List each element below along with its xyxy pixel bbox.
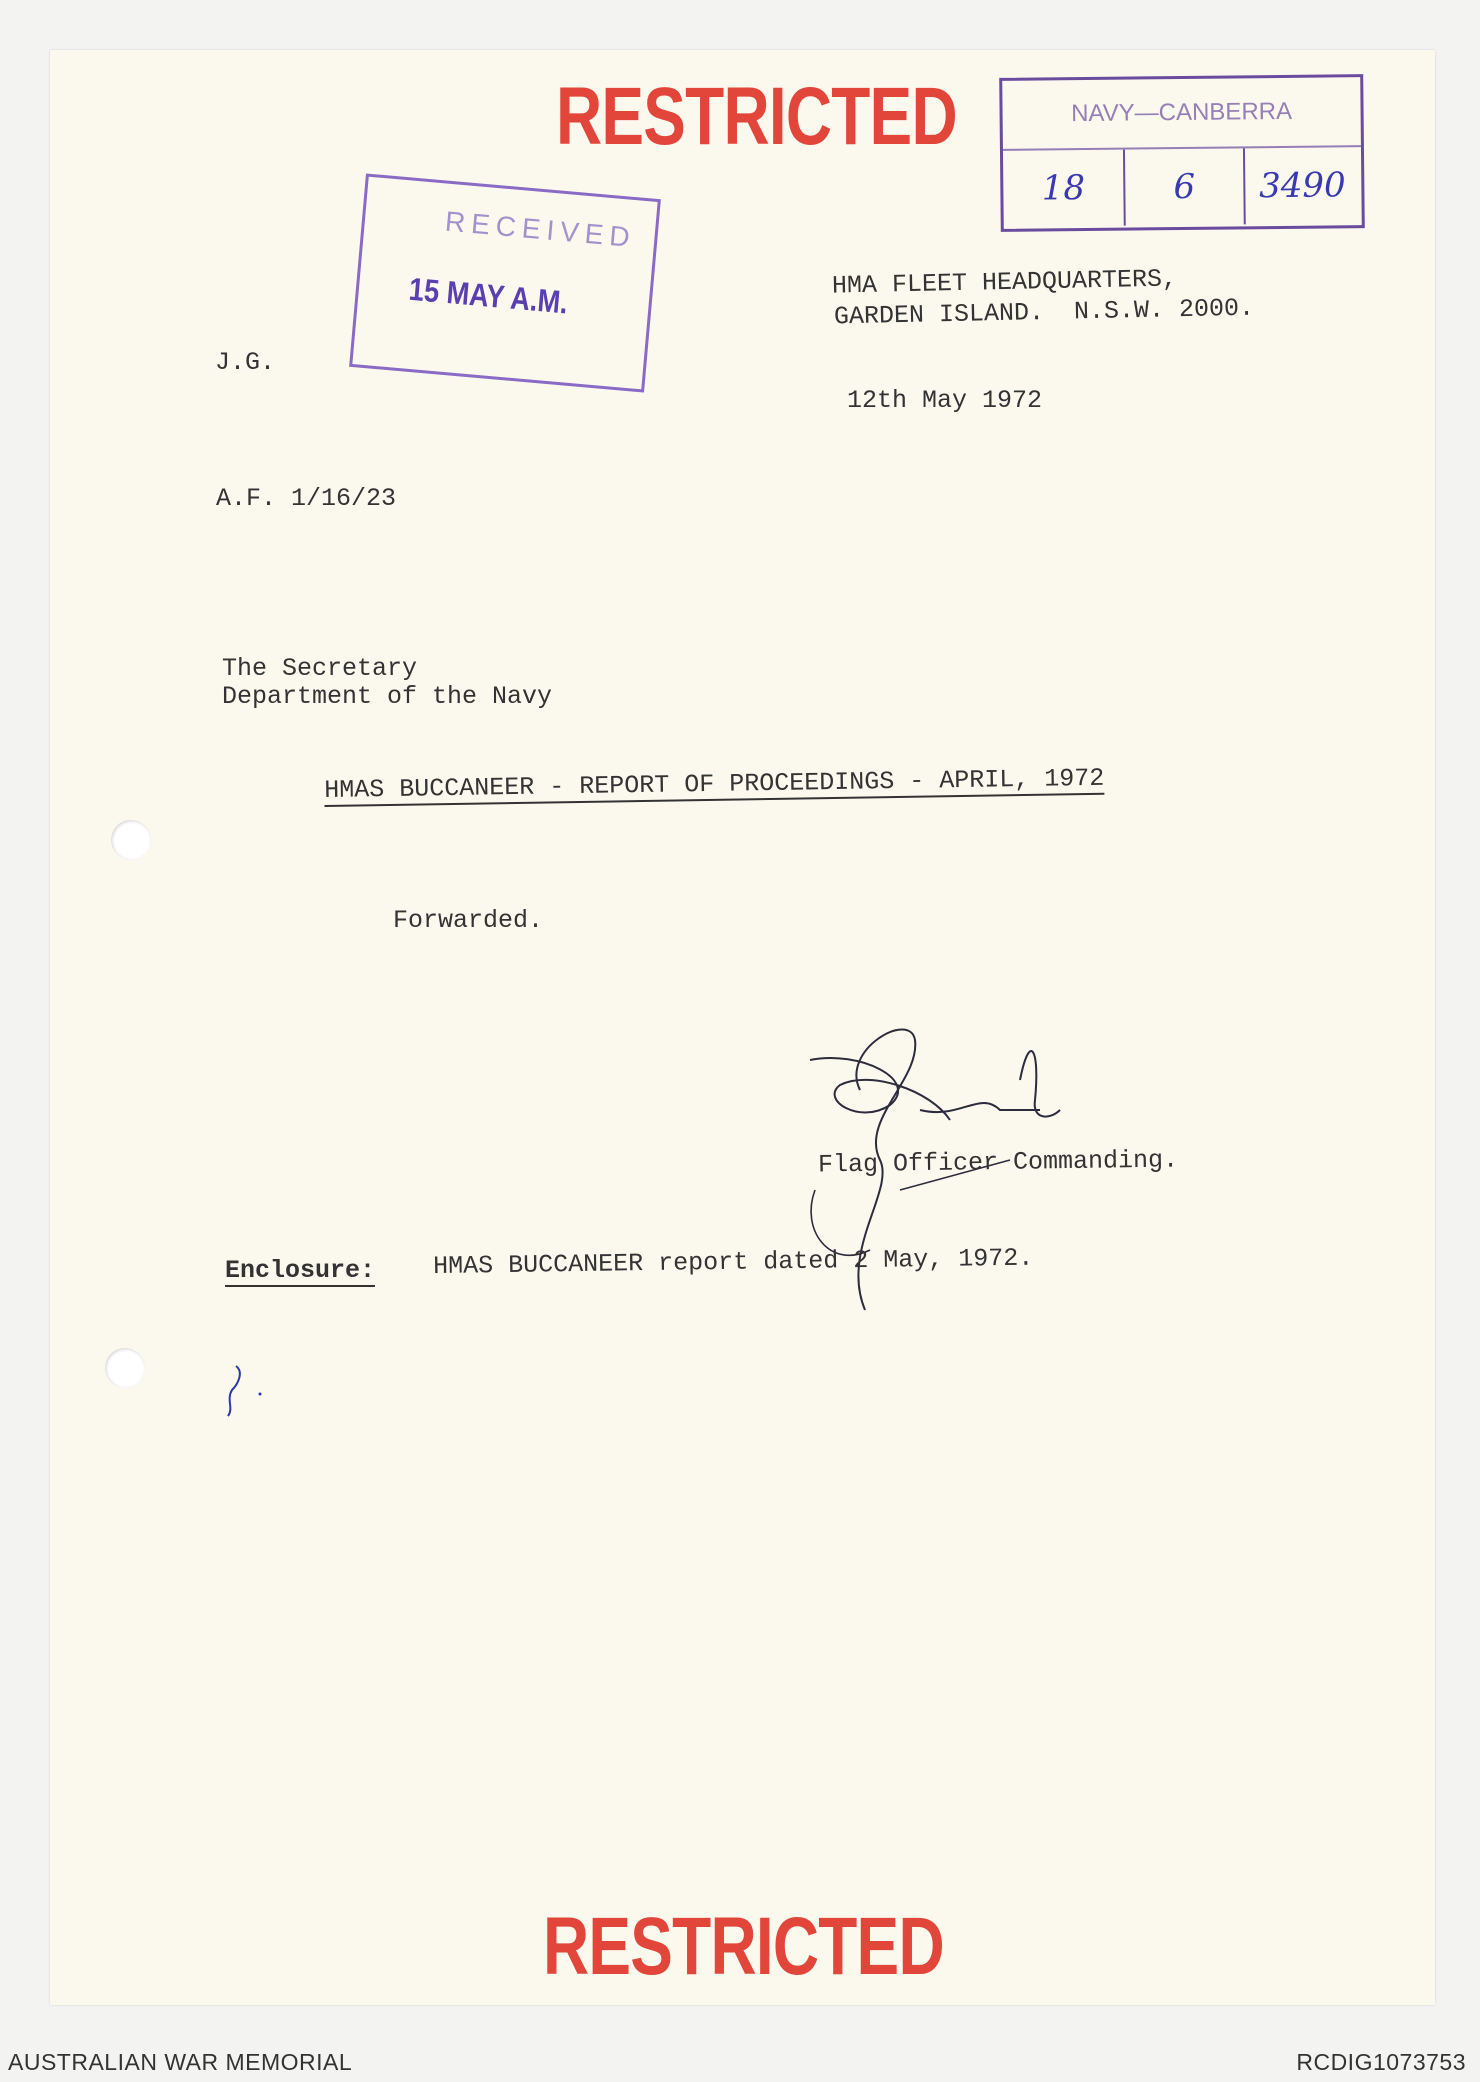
initials: J.G. — [215, 348, 276, 377]
handwritten-mark — [218, 1360, 278, 1420]
received-stamp — [349, 173, 661, 392]
footer-record-id: RCDIG1073753 — [1296, 2049, 1466, 2075]
punch-hole — [105, 1348, 145, 1388]
punch-hole — [111, 820, 151, 860]
recipient-line-1: The Secretary — [222, 654, 418, 683]
received-stamp-date: 15 MAY A.M. — [407, 270, 570, 321]
file-reference: A.F. 1/16/23 — [216, 484, 397, 513]
registry-stamp-cell-3: 3490 — [1258, 165, 1346, 207]
address-line-1: HMA FLEET HEADQUARTERS, — [831, 264, 1178, 301]
footer-archive-name: AUSTRALIAN WAR MEMORIAL — [8, 2049, 353, 2075]
enclosure-label: Enclosure: — [225, 1256, 376, 1285]
received-stamp-label: RECEIVED — [443, 205, 637, 254]
restricted-marking-top: RESTRICTED — [556, 71, 957, 162]
registry-stamp-label: NAVY—CANBERRA — [1002, 77, 1361, 151]
recipient-line-2: Department of the Navy — [222, 682, 553, 711]
letter-date: 12th May 1972 — [847, 386, 1043, 415]
document-page — [50, 50, 1435, 2005]
signatory-title: Flag Officer Commanding. — [817, 1145, 1179, 1180]
enclosure-text: HMAS BUCCANEER report dated 2 May, 1972. — [433, 1243, 1034, 1281]
registry-stamp-cell-2: 6 — [1173, 166, 1196, 208]
registry-stamp — [999, 74, 1365, 232]
subject-line: HMAS BUCCANEER - REPORT OF PROCEEDINGS - APRIL, 1972 — [324, 763, 1105, 805]
registry-stamp-cell-1: 18 — [1041, 168, 1086, 209]
body-text: Forwarded. — [393, 906, 544, 935]
restricted-marking-bottom: RESTRICTED — [543, 1901, 944, 1992]
address-line-2: GARDEN ISLAND. N.S.W. 2000. — [833, 293, 1255, 332]
